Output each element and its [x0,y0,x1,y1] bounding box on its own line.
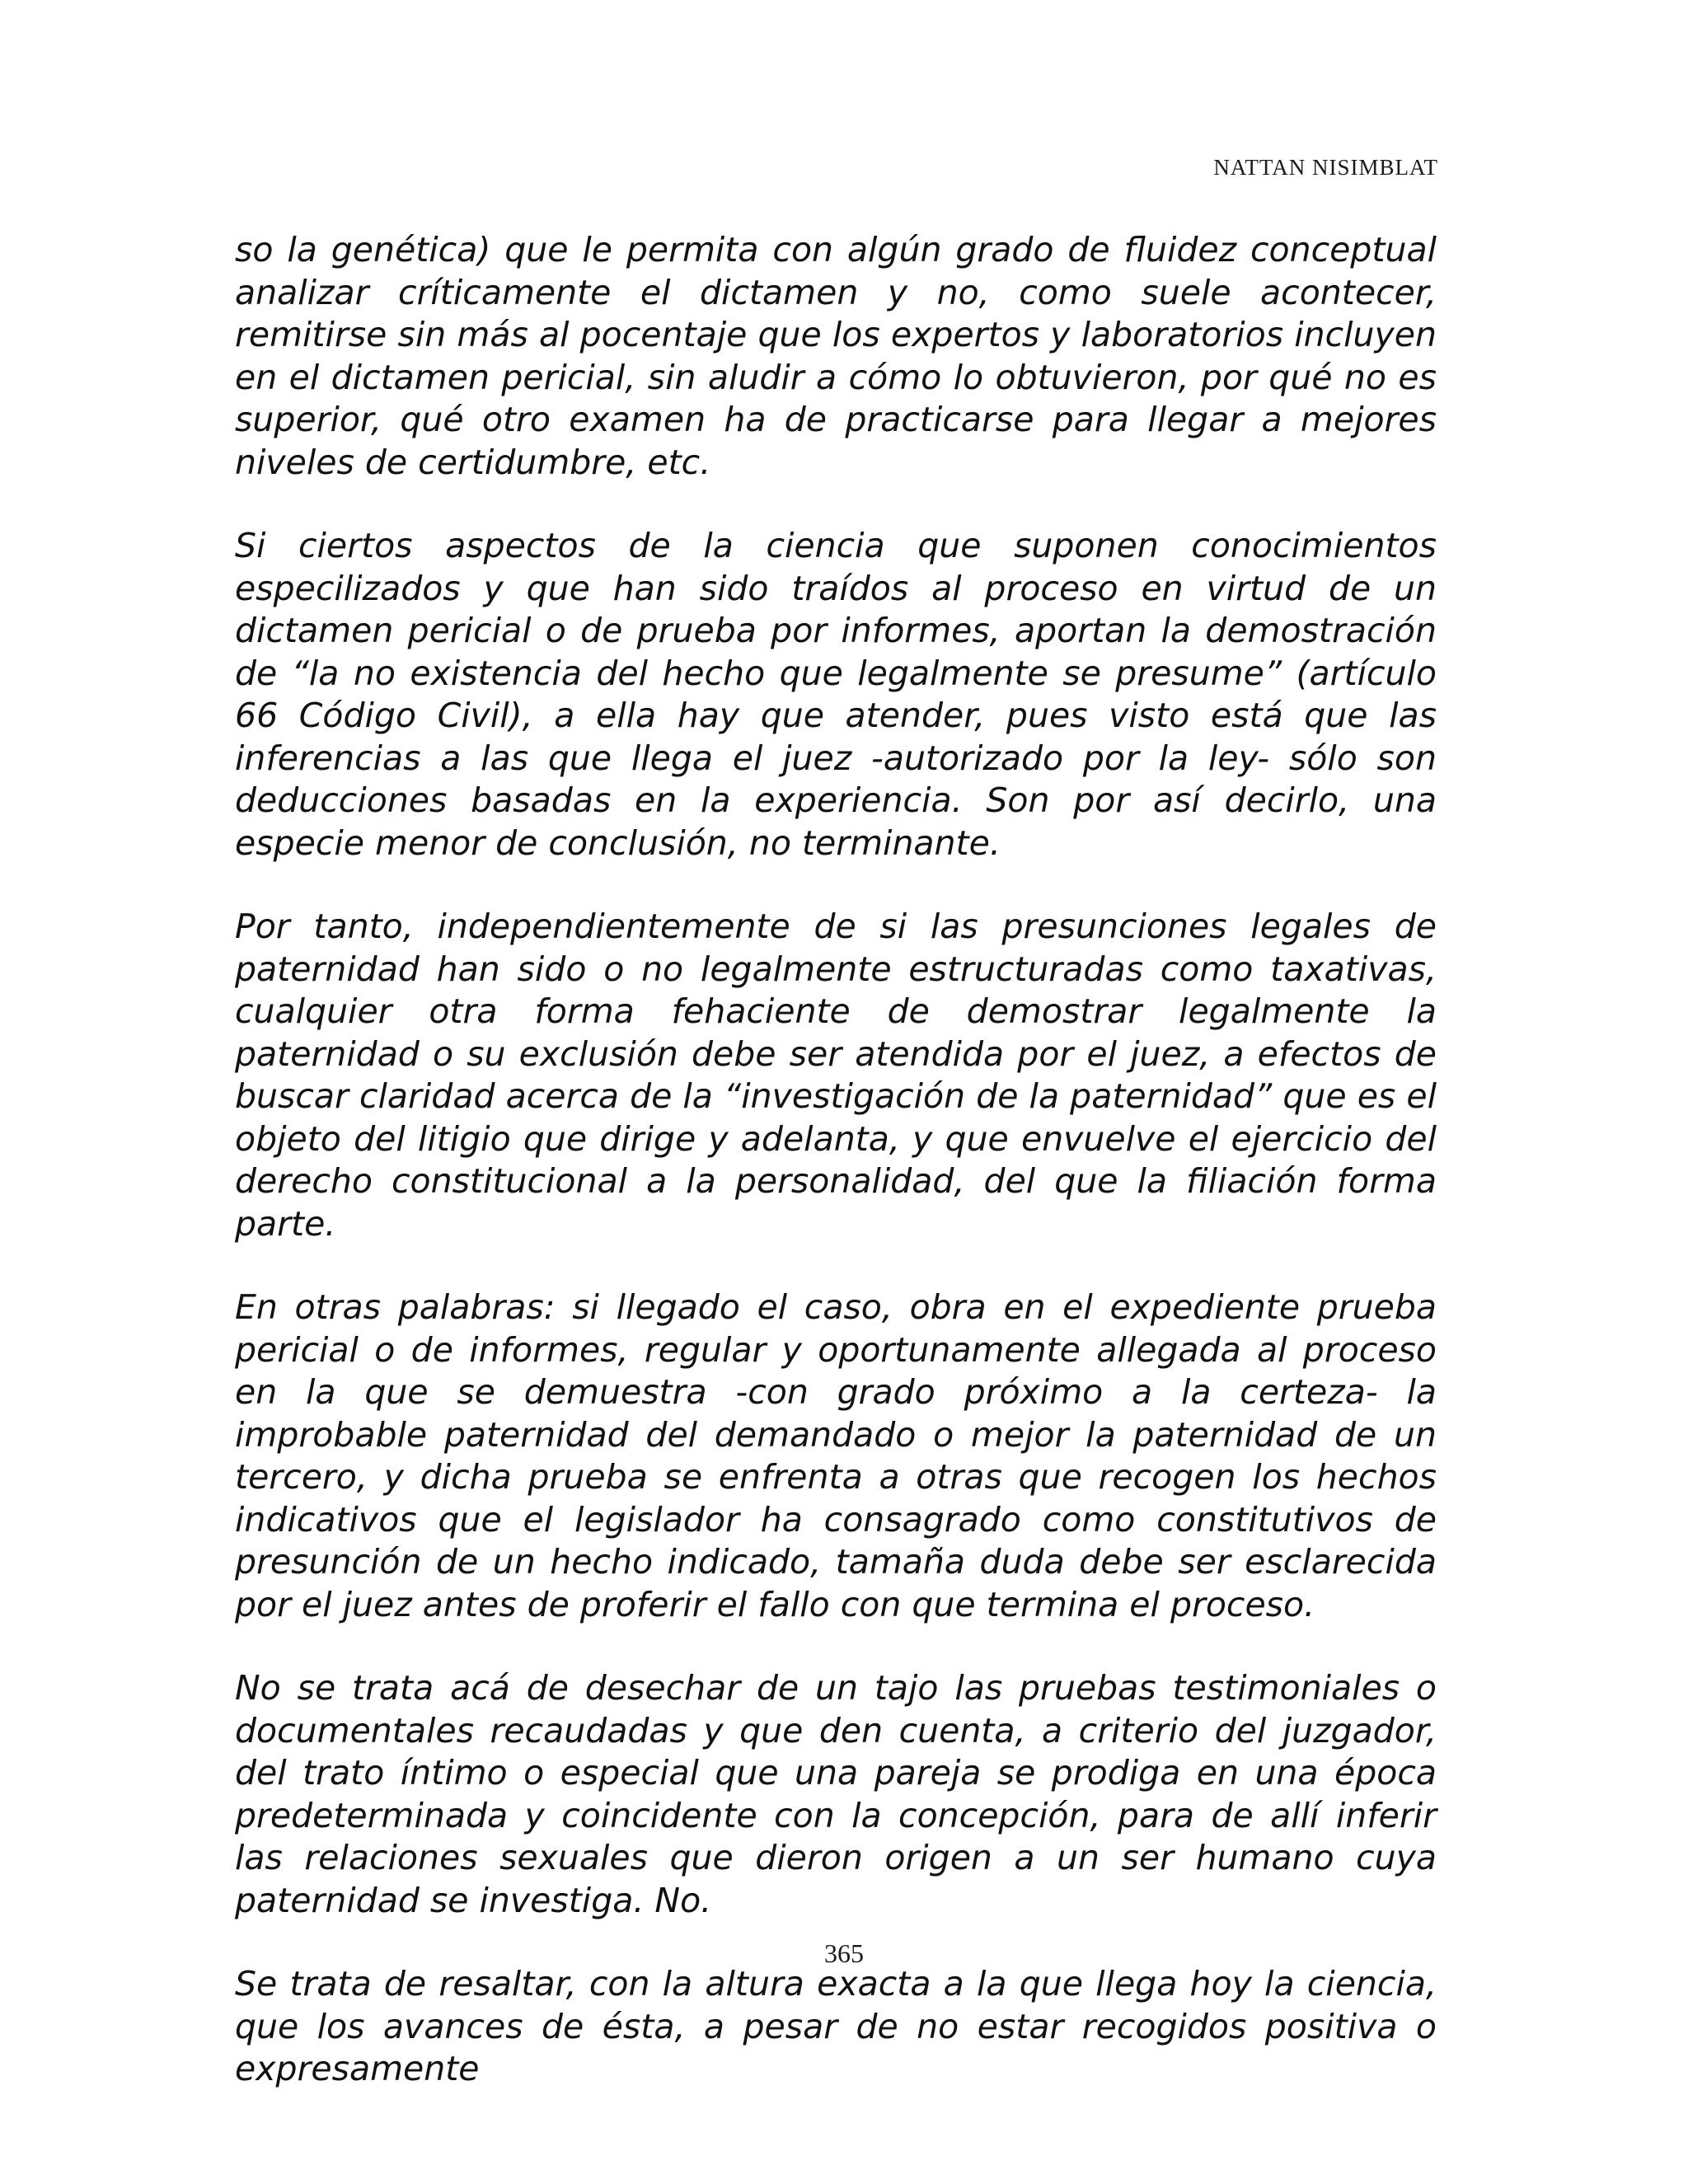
paragraph: No se trata acá de desechar de un tajo las pruebas testimoniales o documentales recaudadas y que den cuenta, a criterio del juzgador, del trato íntimo o especial que una pareja se prodiga en una época predeterminada y coincidente con la concepción, para de allí inferir las relaciones sexuales que dieron origen a un ser humano cuya paternidad se investiga. No. [235,1668,1437,1920]
page-number: 365 [824,1938,864,1968]
body-text [235,229,1437,2091]
paragraph: Si ciertos aspectos de la ciencia que suponen conocimientos especilizados y que han sido traídos al proceso en virtud de un dictamen pericial o de prueba por informes, aportan la demostración de “la no existencia del hecho que legalmente se presume” (artículo 66 Código Civil), a ella hay que atender, pues visto está que las inferencias a las que llega el juez -autorizado por la ley- sólo son deducciones basadas en la experiencia. Son por así decirlo, una especie menor de conclusión, no terminante. [235,526,1437,863]
paragraph: En otras palabras: si llegado el caso, obra en el expediente prueba pericial o de informes, regular y oportunamente allegada al proceso en la que se demuestra -con grado próximo a la certeza- la improbable paternidad del demandado o mejor la paternidad de un tercero, y dicha prueba se enfrenta a otras que recogen los hechos indicativos que el legislador ha consagrado como constitutivos de presunción de un hecho indicado, tamaña duda debe ser esclarecida por el juez antes de proferir el fallo con que termina el proceso. [235,1287,1437,1624]
running-header-author: NATTAN NISIMBLAT [1213,155,1438,180]
paragraph: Se trata de resaltar, con la altura exacta a la que llega hoy la ciencia, que los avances de ésta, a pesar de no estar recogidos positiva o expresamente [235,1964,1437,2088]
paragraph: so la genética) que le permita con algún grado de fluidez conceptual analizar críticamente el dictamen y no, como suele acontecer, remitirse sin más al pocentaje que los expertos y laboratorios incluyen en el dictamen pericial, sin aludir a cómo lo obtuvieron, por qué no es superior, qué otro examen ha de practicarse para llegar a mejores niveles de certidumbre, etc. [235,230,1437,482]
paragraph: Por tanto, independientemente de si las presunciones legales de paternidad han sido o no legalmente estructuradas como taxativas, cualquier otra forma fehaciente de demostrar legalmente la paternidad o su exclusión debe ser atendida por el juez, a efectos de buscar claridad acerca de la “investigación de la paternidad” que es el objeto del litigio que dirige y adelanta, y que envuelve el ejercicio del derecho constitucional a la personalidad, del que la filiación forma parte. [235,907,1437,1244]
